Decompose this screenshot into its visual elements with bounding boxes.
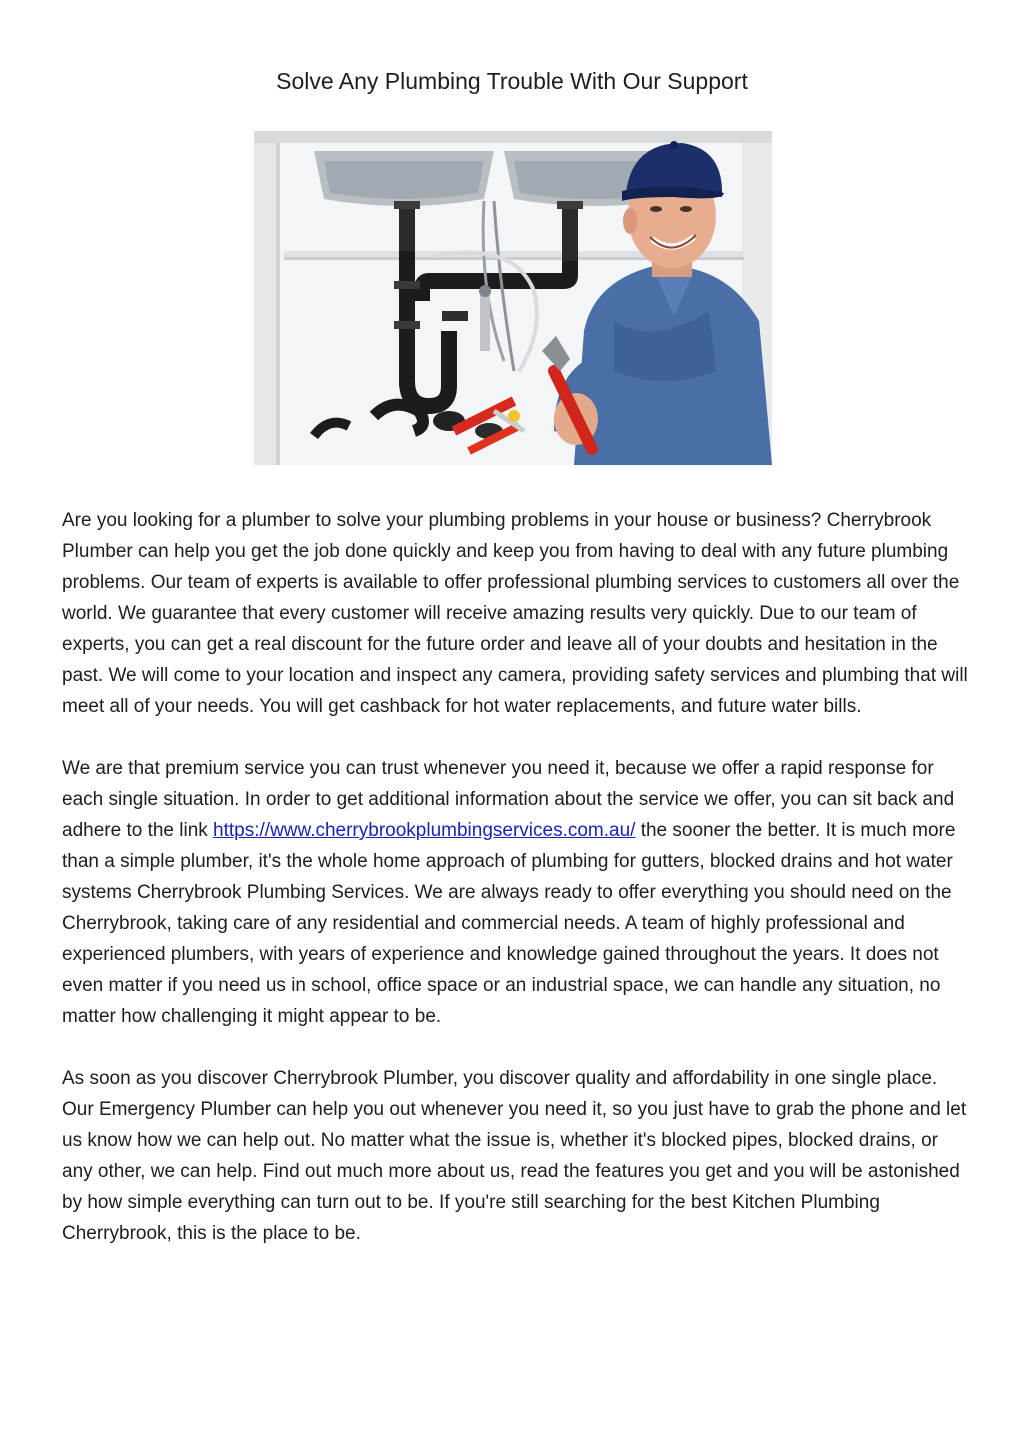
hero-image	[254, 131, 772, 465]
paragraph-closing: As soon as you discover Cherrybrook Plumber, you discover quality and affordability in one single place. Our Emergency Plumber can help you out whenever you need it, so you just have to grab the phone and let us know how we can help out. No matter what the issue is, whether it's blocked pipes, blocked drains, or any other, we can help. Find out much more about us, read the features you get and you will be astonished by how simple everything can turn out to be. If you're still searching for the best Kitchen Plumbing Cherrybrook, this is the place to be.	[62, 1068, 967, 1244]
website-link[interactable]: https://www.cherrybrookplumbingservices.com.au/	[213, 820, 636, 841]
paragraph-service-text-after-link: the sooner the better. It is much more than a simple plumber, it's the whole home approach of plumbing for gutters, blocked drains and hot water systems Cherrybrook Plumbing Services. We are always ready to offer everything you should need on the Cherrybrook, taking care of any residential and commercial needs. A team of highly professional and experienced plumbers, with years of experience and knowledge gained throughout the years. It does not even matter if you need us in school, office space or an industrial space, we can handle any situation, no matter how challenging it might appear to be.	[62, 820, 956, 1027]
article-body	[62, 505, 972, 1280]
page-title: Solve Any Plumbing Trouble With Our Support	[276, 68, 748, 94]
paragraph-service-text-before-link: We are that premium service you can trust whenever you need it, because we offer a rapid response for each single situation. In order to get additional information about the service we offer, you can sit back and adhere to the link	[62, 758, 955, 841]
plumber-under-sink-photo	[254, 131, 772, 465]
paragraph-service	[62, 753, 972, 1032]
paragraph-intro: Are you looking for a plumber to solve your plumbing problems in your house or business? Cherrybrook Plumber can help you get the job done quickly and keep you from having to deal with any future plumbing problems. Our team of experts is available to offer professional plumbing services to customers all over the world. We guarantee that every customer will receive amazing results very quickly. Due to our team of experts, you can get a real discount for the future order and leave all of your doubts and hesitation in the past. We will come to your location and inspect any camera, providing safety services and plumbing that will meet all of your needs. You will get cashback for hot water replacements, and future water bills.	[62, 510, 968, 717]
